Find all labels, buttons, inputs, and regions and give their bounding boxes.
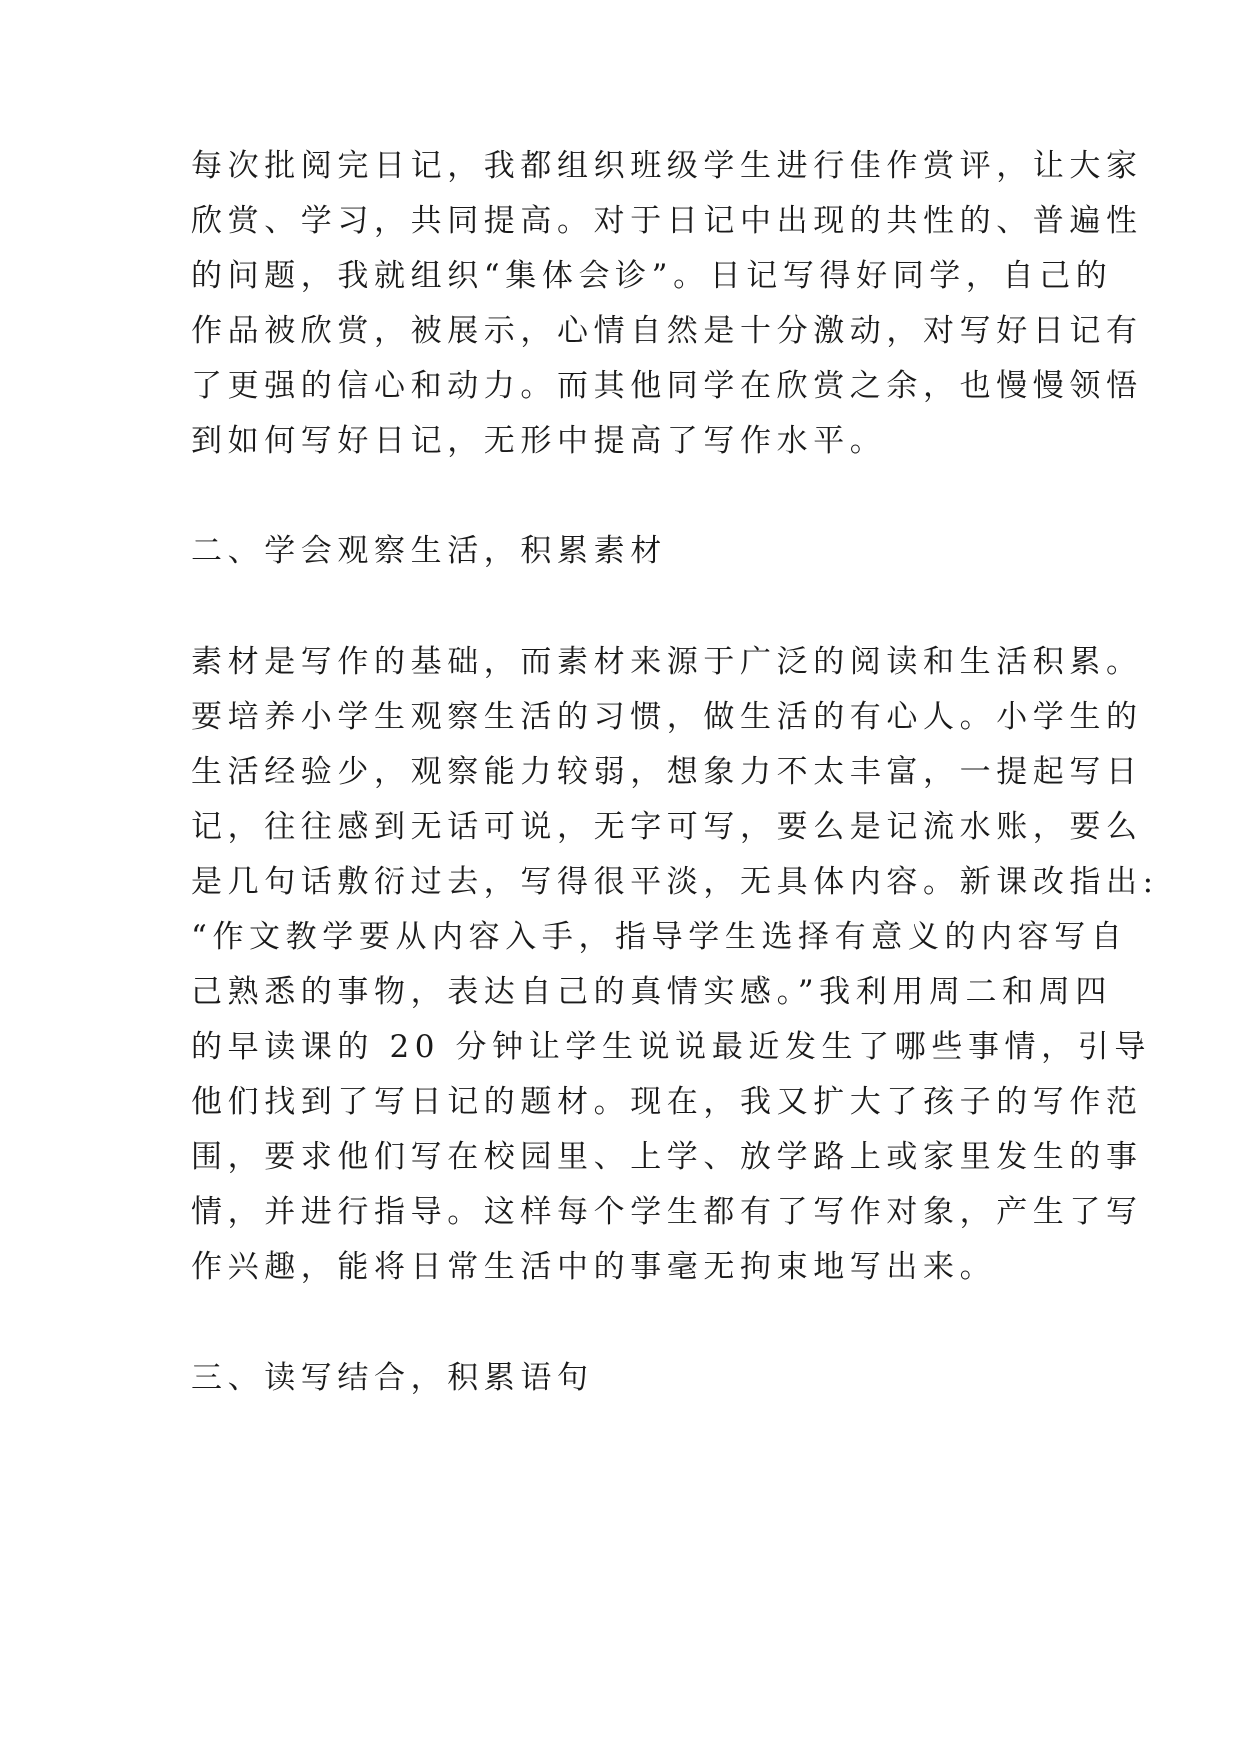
text-line: 记，往往感到无话可说，无字可写，要么是记流水账，要么: [191, 809, 1143, 845]
text-line: 作兴趣，能将日常生活中的事毫无拘束地写出来。: [191, 1249, 997, 1285]
text-line: 生活经验少，观察能力较弱，想象力不太丰富，一提起写日: [191, 754, 1143, 790]
text-line: 了更强的信心和动力。而其他同学在欣赏之余，也慢慢领悟: [191, 368, 1143, 404]
text-line: 他们找到了写日记的题材。现在，我又扩大了孩子的写作范: [191, 1084, 1143, 1120]
text-line: 的问题，我就组织“集体会诊”。日记写得好同学，自己的: [191, 258, 1113, 294]
text-line: 素材是写作的基础，而素材来源于广泛的阅读和生活积累。: [191, 644, 1143, 680]
text-line: 作品被欣赏，被展示，心情自然是十分激动，对写好日记有: [191, 313, 1143, 349]
text-line: 是几句话敷衍过去，写得很平淡，无具体内容。新课改指出:: [191, 864, 1159, 900]
text-line: 围，要求他们写在校园里、上学、放学路上或家里发生的事: [191, 1139, 1143, 1175]
text-line: 到如何写好日记，无形中提高了写作水平。: [191, 423, 887, 459]
text-line: 的早读课的 20 分钟让学生说说最近发生了哪些事情，引导: [191, 1029, 1151, 1065]
section-heading-2: 二、学会观察生活，积累素材: [191, 533, 667, 569]
section-heading-3: 三、读写结合，积累语句: [191, 1360, 594, 1396]
text-line: “作文教学要从内容入手，指导学生选择有意义的内容写自: [191, 919, 1128, 955]
text-line: 要培养小学生观察生活的习惯，做生活的有心人。小学生的: [191, 699, 1143, 735]
text-line: 己熟悉的事物，表达自己的真情实感。”我利用周二和周四: [191, 974, 1112, 1010]
text-line: 欣赏、学习，共同提高。对于日记中出现的共性的、普遍性: [191, 203, 1143, 239]
text-line: 情，并进行指导。这样每个学生都有了写作对象，产生了写: [191, 1194, 1143, 1230]
text-line: 每次批阅完日记，我都组织班级学生进行佳作赏评，让大家: [191, 148, 1143, 184]
